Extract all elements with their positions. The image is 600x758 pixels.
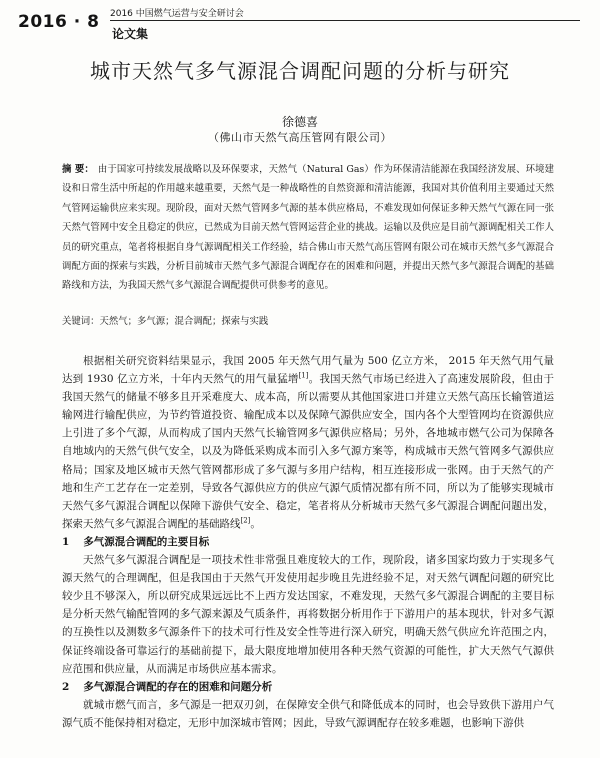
abstract-text: 由于国家可持续发展战略以及环保要求，天然气（Natural Gas）作为环保清洁能源在我国经济发展、环境建设和日常生活中所起的作用越来越重要，天然气是一种战略性的自然资源和清洁能源，我国对其价值利用主要通过天然气管网运输供应来实现。现阶段，面对天然气管网多气源的基本供应格局，不难发现如何保证多种天然气气源在同一张天然气管网中安全且稳定的供应，已然成为目前天然气管网运营企业的挑战。运输以及供应是目前气源调配相关工作人员的研究重点，笔者将根据自身气源调配相关工作经验，结合佛山市天然气高压管网有限公司在城市天然气多气源混合调配方面的探索与实践，分析目前城市天然气多气源混合调配存在的困难和问题，并提出天然气多气源混合调配的基础路线和方法，为我国天然气多气源混合调配提供可供参考的意见。 (62, 164, 554, 292)
abstract-label: 摘 要： (62, 164, 94, 175)
intro-text-end: 。 (250, 517, 261, 530)
abstract (62, 160, 554, 296)
section-1-title: 多气源混合调配的主要目标 (83, 535, 210, 548)
issue-number: 2016 · 8 (18, 12, 100, 32)
conference-name: 2016 中国燃气运营与安全研讨会 (110, 9, 244, 19)
author-affiliation: （佛山市天然气高压管网有限公司） (208, 131, 392, 144)
keywords (62, 315, 554, 329)
running-header (0, 0, 600, 48)
section-1-paragraph: 天然气多气源混合调配是一项技术性非常强且难度较大的工作，现阶段，诸多国家均致力于实现多气源天然气的合理调配，但是我国由于天然气开发使用起步晚且先进经验不足，对天然气调配问题的研究比较少且不够深入，所以研究成果远远比不上西方发达国家，不难发现，天然气多气源混合调配的主要目标是分析天然气输配管网的多气源来源及气质条件，再将数据分析用作于下游用户的基本现状，针对多气源的互换性以及测数多气源条件下的技术可行性及安全性等进行深入研究，明确天然气供应允许范围之内，保证终端设备可靠运行的基础前提下，最大限度地增加使用各种天然气资源的可能性，扩大天然气气源供应范围和供应量，从而满足市场供应基本需求。 (62, 554, 554, 675)
section-2-number: 2 (62, 680, 70, 693)
paper-title: 城市天然气多气源混合调配问题的分析与研究 (90, 59, 510, 83)
section-label: 论文集 (112, 27, 149, 41)
section-1-heading (62, 533, 554, 551)
header-rule (110, 20, 580, 21)
keywords-label: 关键词： (62, 316, 100, 327)
citation-2[interactable]: [2] (240, 516, 251, 525)
section-2-title: 多气源混合调配的存在的困难和问题分析 (83, 680, 273, 693)
section-2-paragraph: 就城市燃气而言，多气源是一把双刃剑，在保障安全供气和降低成本的同时，也会导致供下游用户气源气质不能保持相对稳定，无形中加深城市管网；因此，导致气源调配存在较多难题，也影响下游供 (62, 698, 554, 729)
citation-1[interactable]: [1] (298, 371, 309, 380)
body-text (62, 352, 554, 732)
keywords-text: 天然气；多气源；混合调配；探索与实践 (99, 316, 269, 327)
section-2-heading (62, 678, 554, 696)
intro-text-a: 根据相关研究资料结果显示，我国 2005 年天然气用气量为 500 亿立方米， 2015 年天然气用气量达到 1930 亿立方米，十年内天然气的用气量猛增 (62, 355, 554, 386)
section-1-number: 1 (62, 535, 70, 548)
intro-paragraph (62, 352, 554, 533)
intro-text-b: 。我国天然气市场已经进入了高速发展阶段，但由于我国天然气的储量不够多且开采难度大、成本高，所以需要从其他国家进口并建立天然气高压长输管道运输网进行输配供应，为节约管道投资、输配成本以及保障气源供应安全，国内各个大型管网均在资源供应上引进了多个气源，从而构成了国内天然气长输管网多气源供应格局；另外，各地城市燃气公司为保障各自地域内的天然气供气安全，以及为降低采购成本而引入多气源方案等，构成城市天然气管网多气源供应格局；国家及地区城市天然气管网都形成了多气源与多用户结构，相互连接形成一张网。由于天然气的产地和生产工艺存在一定差别，导致各气源供应方的供应气源气质情况都有所不同，所以为了能够实现城市天然气多气源混合调配以保障下游供气安全、稳定，笔者将从分析城市天然气多气源混合调配问题出发，探索天然气多气源混合调配的基础路线 (62, 373, 554, 530)
author-name: 徐德喜 (281, 115, 318, 129)
